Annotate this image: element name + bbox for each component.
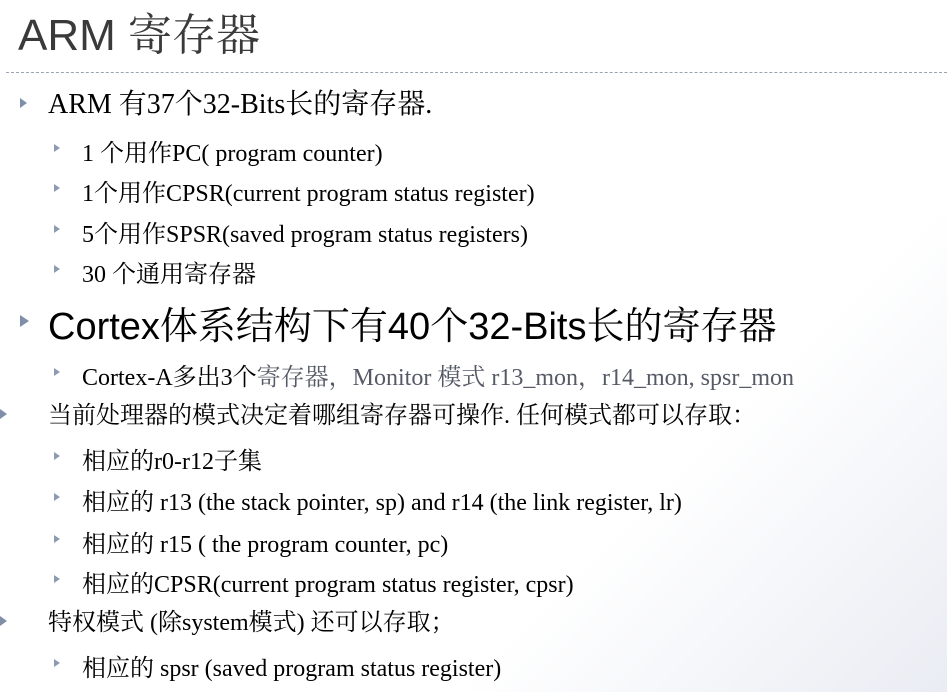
bullet-arrow-icon bbox=[54, 184, 60, 192]
bullet-arrow-icon bbox=[20, 98, 27, 108]
bullet-arrow-icon bbox=[54, 452, 60, 460]
bullet-text: 相应的 r15 ( the program counter, pc) bbox=[82, 532, 449, 558]
bullet-text: 相应的 spsr (saved program status register) bbox=[82, 656, 502, 682]
bullet-arrow-icon bbox=[54, 225, 60, 233]
bullet-arrow-icon bbox=[20, 315, 29, 327]
bullet-arrow-icon bbox=[0, 616, 7, 626]
bullet-text: 特权模式 (除system模式) 还可以存取； bbox=[48, 610, 455, 636]
bullet-text: Cortex体系结构下有40个32-Bits长的寄存器 bbox=[48, 306, 777, 348]
bullet-arrow-icon bbox=[54, 535, 60, 543]
bullet-text-part: Cortex-A多出3个 bbox=[82, 365, 257, 391]
bullet-arrow-icon bbox=[54, 493, 60, 501]
bullet-arrow-icon bbox=[54, 144, 60, 152]
bullet-text: 1 个用作PC( program counter) bbox=[82, 141, 383, 167]
bullet-text: 相应的 r13 (the stack pointer, sp) and r14 (the link register, lr) bbox=[82, 490, 682, 516]
bullet-text: 30 个通用寄存器 bbox=[82, 262, 256, 288]
bullet-arrow-icon bbox=[54, 368, 60, 376]
bullet-text: 相应的CPSR(current program status register, cpsr) bbox=[82, 572, 574, 598]
bullet-arrow-icon bbox=[54, 575, 60, 583]
bullet-arrow-icon bbox=[54, 659, 60, 667]
bullet-text bbox=[82, 357, 794, 392]
bullet-text: 5个用作SPSR(saved program status registers) bbox=[82, 222, 528, 248]
bullet-text-part-gray: 寄存器，Monitor 模式 r13_mon，r14_mon, spsr_mon bbox=[256, 365, 794, 391]
bullet-text: 1个用作CPSR(current program status register) bbox=[82, 181, 535, 207]
slide-title: ARM 寄存器 bbox=[18, 11, 260, 60]
bullet-arrow-icon bbox=[0, 409, 7, 419]
bullet-text: 相应的r0-r12子集 bbox=[82, 449, 262, 475]
bullet-arrow-icon bbox=[54, 265, 60, 273]
title-divider bbox=[6, 72, 947, 73]
bullet-text: 当前处理器的模式决定着哪组寄存器可操作. 任何模式都可以存取： bbox=[48, 403, 756, 429]
bullet-text: ARM 有37个32-Bits长的寄存器. bbox=[48, 89, 433, 120]
